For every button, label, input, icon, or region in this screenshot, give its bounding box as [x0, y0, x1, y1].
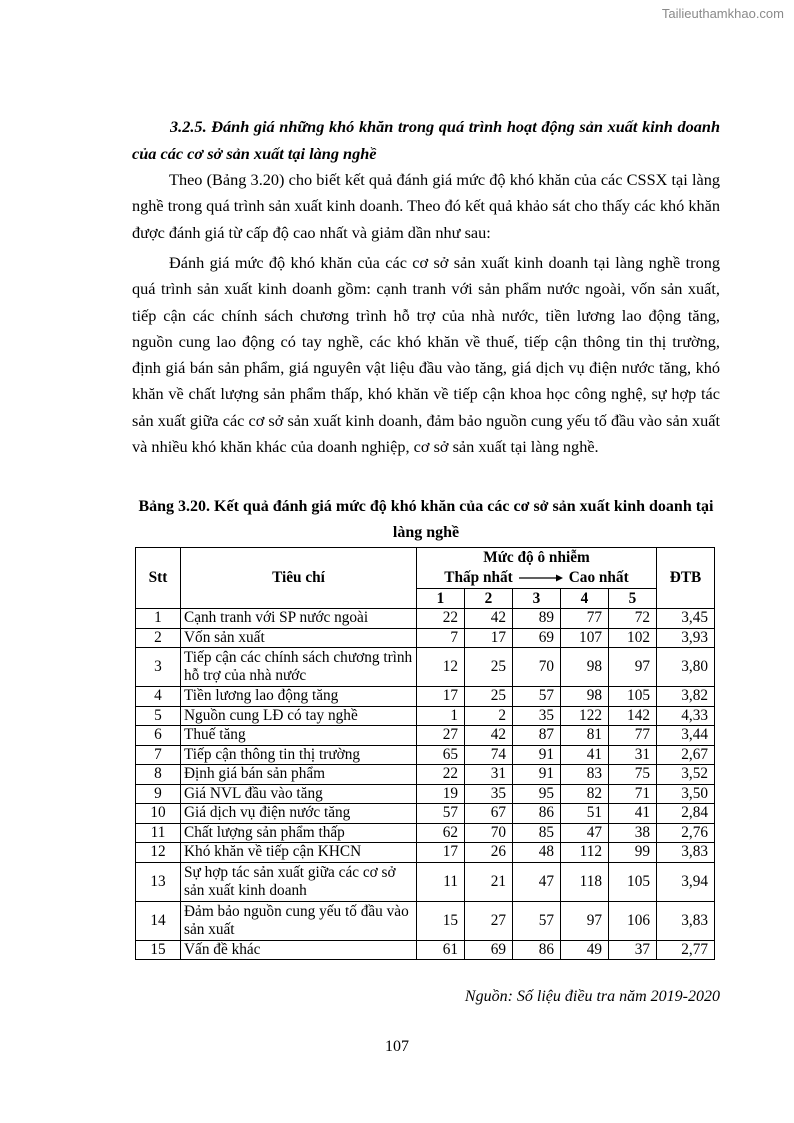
row-level-4: 77	[561, 609, 609, 629]
row-level-4: 83	[561, 765, 609, 785]
row-level-2: 21	[465, 862, 513, 901]
row-level-1: 22	[417, 609, 465, 629]
row-avg: 2,84	[657, 804, 715, 824]
row-level-3: 57	[513, 901, 561, 940]
row-stt: 10	[136, 804, 181, 824]
row-level-5: 105	[609, 687, 657, 707]
row-avg: 3,80	[657, 648, 715, 687]
section-heading: 3.2.5. Đánh giá những khó khăn trong quá trình hoạt động sản xuất kinh doanh của các cơ sở sản xuất tại làng nghề	[132, 117, 720, 163]
row-level-5: 38	[609, 823, 657, 843]
row-level-5: 99	[609, 843, 657, 863]
table-row	[136, 745, 715, 765]
table-row	[136, 823, 715, 843]
table-row	[136, 726, 715, 746]
row-stt: 1	[136, 609, 181, 629]
row-level-4: 51	[561, 804, 609, 824]
header-stt: Stt	[136, 548, 181, 609]
row-stt: 6	[136, 726, 181, 746]
row-level-1: 17	[417, 687, 465, 707]
row-stt: 8	[136, 765, 181, 785]
row-level-1: 65	[417, 745, 465, 765]
row-level-2: 69	[465, 940, 513, 960]
row-level-4: 122	[561, 706, 609, 726]
table-header-row	[136, 548, 715, 589]
row-level-4: 98	[561, 687, 609, 707]
row-level-4: 47	[561, 823, 609, 843]
row-level-3: 91	[513, 765, 561, 785]
row-level-3: 35	[513, 706, 561, 726]
row-avg: 2,77	[657, 940, 715, 960]
row-avg: 3,82	[657, 687, 715, 707]
difficulty-table	[135, 547, 715, 960]
row-criteria: Đảm bảo nguồn cung yếu tố đầu vào sản xuất	[181, 901, 417, 940]
row-level-4: 97	[561, 901, 609, 940]
right-arrow-icon	[517, 573, 565, 583]
row-level-5: 72	[609, 609, 657, 629]
row-stt: 9	[136, 784, 181, 804]
row-avg: 3,83	[657, 901, 715, 940]
row-stt: 2	[136, 628, 181, 648]
row-level-5: 31	[609, 745, 657, 765]
header-criteria: Tiêu chí	[181, 548, 417, 609]
row-level-2: 27	[465, 901, 513, 940]
row-avg: 3,93	[657, 628, 715, 648]
table-row	[136, 784, 715, 804]
row-stt: 5	[136, 706, 181, 726]
row-level-4: 82	[561, 784, 609, 804]
row-level-3: 47	[513, 862, 561, 901]
row-stt: 4	[136, 687, 181, 707]
row-level-1: 57	[417, 804, 465, 824]
row-level-2: 17	[465, 628, 513, 648]
row-level-1: 1	[417, 706, 465, 726]
page-number: 107	[385, 1038, 409, 1055]
row-level-1: 11	[417, 862, 465, 901]
row-level-3: 91	[513, 745, 561, 765]
row-level-2: 2	[465, 706, 513, 726]
table-row	[136, 628, 715, 648]
row-criteria: Tiếp cận các chính sách chương trình hỗ trợ của nhà nước	[181, 648, 417, 687]
row-level-3: 70	[513, 648, 561, 687]
row-level-2: 42	[465, 609, 513, 629]
header-scale	[420, 568, 653, 588]
row-level-1: 19	[417, 784, 465, 804]
row-level-2: 25	[465, 687, 513, 707]
row-level-1: 22	[417, 765, 465, 785]
row-level-1: 61	[417, 940, 465, 960]
row-level-1: 62	[417, 823, 465, 843]
row-level-3: 86	[513, 940, 561, 960]
row-level-5: 77	[609, 726, 657, 746]
row-criteria: Chất lượng sản phẩm thấp	[181, 823, 417, 843]
row-level-3: 48	[513, 843, 561, 863]
header-level-3: 3	[513, 589, 561, 609]
row-avg: 3,94	[657, 862, 715, 901]
row-level-2: 67	[465, 804, 513, 824]
row-level-3: 89	[513, 609, 561, 629]
row-level-3: 86	[513, 804, 561, 824]
table-row	[136, 687, 715, 707]
table-row	[136, 706, 715, 726]
row-avg: 3,83	[657, 843, 715, 863]
row-stt: 3	[136, 648, 181, 687]
row-criteria: Tiền lương lao động tăng	[181, 687, 417, 707]
header-level-4: 4	[561, 589, 609, 609]
row-avg: 4,33	[657, 706, 715, 726]
paragraph-1: Theo (Bảng 3.20) cho biết kết quả đánh giá mức độ khó khăn của các CSSX tại làng nghề trong quá trình sản xuất kinh doanh. Theo đó kết quả khảo sát cho thấy các khó khăn được đánh giá từ cấp độ cao nhất và giảm dần như sau:	[132, 170, 720, 242]
paragraph-2: Đánh giá mức độ khó khăn của các cơ sở sản xuất kinh doanh tại làng nghề trong quá trình sản xuất kinh doanh gồm: cạnh tranh với sản phẩm nước ngoài, vốn sản xuất, tiếp cận các chính sách chương trình hỗ trợ của nhà nước, tiền lương lao động tăng, nguồn cung lao động có tay nghề, các khó khăn về thuế, tiếp cận thông tin thị trường, định giá bán sản phẩm, giá nguyên vật liệu đầu vào tăng, giá dịch vụ điện nước tăng, khó khăn về chất lượng sản phẩm thấp, khó khăn về tiếp cận khoa học công nghệ, sự hợp tác sản xuất giữa các cơ sở sản xuất kinh doanh, đảm bảo nguồn cung yếu tố đầu vào sản xuất và nhiều khó khăn khác của doanh nghiệp, cơ sở sản xuất tại làng nghề.	[132, 253, 720, 457]
row-level-4: 81	[561, 726, 609, 746]
header-level	[417, 548, 657, 589]
row-stt: 7	[136, 745, 181, 765]
table-caption: Bảng 3.20. Kết quả đánh giá mức độ khó khăn của các cơ sở sản xuất kinh doanh tại làng nghề	[138, 498, 714, 541]
table-row	[136, 843, 715, 863]
row-stt: 13	[136, 862, 181, 901]
table-row	[136, 609, 715, 629]
table-row	[136, 940, 715, 960]
header-level-5: 5	[609, 589, 657, 609]
row-criteria: Cạnh tranh với SP nước ngoài	[181, 609, 417, 629]
row-stt: 14	[136, 901, 181, 940]
row-criteria: Giá dịch vụ điện nước tăng	[181, 804, 417, 824]
row-level-4: 112	[561, 843, 609, 863]
row-avg: 3,44	[657, 726, 715, 746]
row-criteria: Giá NVL đầu vào tăng	[181, 784, 417, 804]
row-level-5: 106	[609, 901, 657, 940]
row-level-4: 98	[561, 648, 609, 687]
row-avg: 2,76	[657, 823, 715, 843]
header-level-2: 2	[465, 589, 513, 609]
row-criteria: Khó khăn về tiếp cận KHCN	[181, 843, 417, 863]
header-level-1: 1	[417, 589, 465, 609]
row-level-2: 42	[465, 726, 513, 746]
row-level-5: 75	[609, 765, 657, 785]
row-criteria: Định giá bán sản phẩm	[181, 765, 417, 785]
row-criteria: Thuế tăng	[181, 726, 417, 746]
row-criteria: Nguồn cung LĐ có tay nghề	[181, 706, 417, 726]
row-avg: 3,52	[657, 765, 715, 785]
row-level-1: 7	[417, 628, 465, 648]
row-level-3: 69	[513, 628, 561, 648]
row-level-1: 12	[417, 648, 465, 687]
table-row	[136, 648, 715, 687]
row-level-2: 25	[465, 648, 513, 687]
row-criteria: Vấn đề khác	[181, 940, 417, 960]
row-level-4: 107	[561, 628, 609, 648]
row-level-3: 85	[513, 823, 561, 843]
row-level-3: 87	[513, 726, 561, 746]
row-level-1: 17	[417, 843, 465, 863]
row-stt: 12	[136, 843, 181, 863]
row-level-1: 15	[417, 901, 465, 940]
row-avg: 3,45	[657, 609, 715, 629]
source-note: Nguồn: Số liệu điều tra năm 2019-2020	[464, 988, 720, 1005]
row-level-5: 142	[609, 706, 657, 726]
row-level-5: 41	[609, 804, 657, 824]
row-criteria: Tiếp cận thông tin thị trường	[181, 745, 417, 765]
row-avg: 3,50	[657, 784, 715, 804]
row-level-1: 27	[417, 726, 465, 746]
row-level-2: 26	[465, 843, 513, 863]
row-level-5: 102	[609, 628, 657, 648]
row-criteria: Vốn sản xuất	[181, 628, 417, 648]
row-level-4: 118	[561, 862, 609, 901]
watermark: Tailieuthamkhao.com	[661, 6, 784, 21]
header-low: Thấp nhất	[444, 569, 513, 586]
row-level-2: 70	[465, 823, 513, 843]
table-row	[136, 862, 715, 901]
table-row	[136, 765, 715, 785]
table-row	[136, 901, 715, 940]
row-level-5: 97	[609, 648, 657, 687]
row-level-5: 71	[609, 784, 657, 804]
row-level-5: 105	[609, 862, 657, 901]
row-level-2: 35	[465, 784, 513, 804]
row-level-4: 41	[561, 745, 609, 765]
header-level-title: Mức độ ô nhiễm	[483, 549, 590, 566]
row-level-2: 31	[465, 765, 513, 785]
row-level-4: 49	[561, 940, 609, 960]
header-avg: ĐTB	[657, 548, 715, 609]
row-level-2: 74	[465, 745, 513, 765]
row-level-3: 95	[513, 784, 561, 804]
row-stt: 15	[136, 940, 181, 960]
header-high: Cao nhất	[568, 569, 629, 586]
row-criteria: Sự hợp tác sản xuất giữa các cơ sở sản xuất kinh doanh	[181, 862, 417, 901]
row-level-5: 37	[609, 940, 657, 960]
row-avg: 2,67	[657, 745, 715, 765]
row-level-3: 57	[513, 687, 561, 707]
table-body	[136, 609, 715, 960]
row-stt: 11	[136, 823, 181, 843]
table-row	[136, 804, 715, 824]
